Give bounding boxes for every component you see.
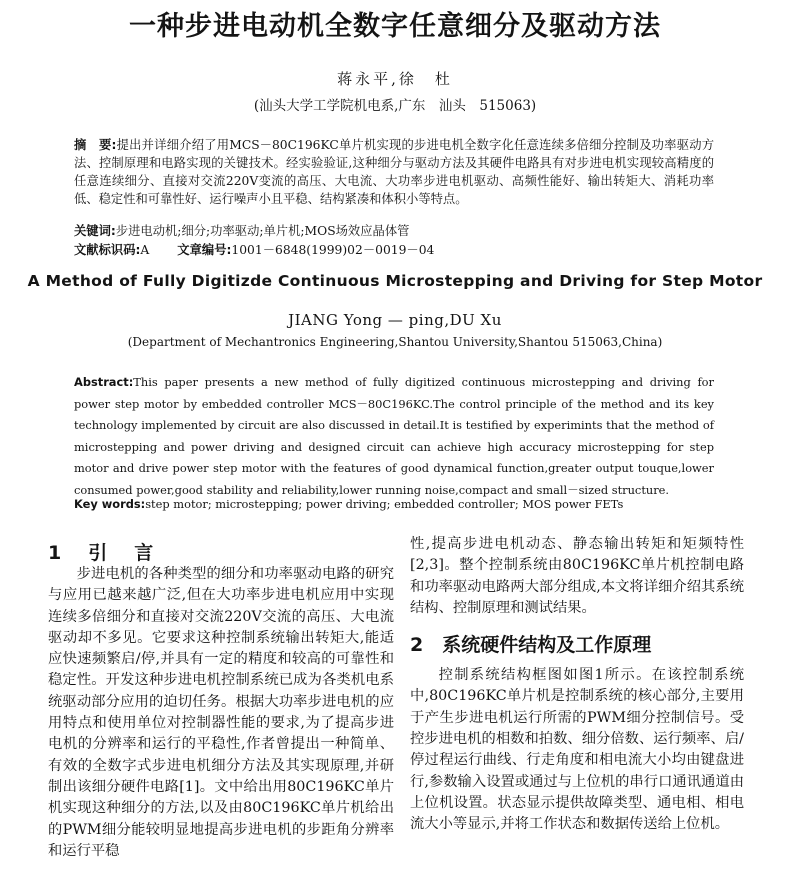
section-2-heading: 2 系统硬件结构及工作原理: [410, 634, 652, 656]
section-1-paragraph: 步进电机的各种类型的细分和功率驱动电路的研究与应用已越来越广泛,但在大功率步进电机应用中实现连续多倍细分和直接对交流220V交流的高压、大电流驱动却不多见。它要求这种控制系统输出转矩大,能适应快速频繁启/停,并具有一定的精度和较高的可靠性和稳定性。开发这种步进电机控制系统已成为各类机电系统驱动部分应用的迫切任务。根据大功率步进电机的应用特点和使用单位对控制器性能的要求,为了提高步进电机的分辨率和运行的平稳性,作者曾提出一种简单、有效的全数字式步进电机细分方法及其实现原理,并研制出该细分硬件电路[1]。文中给出用80C196KC单片机实现这种细分的方法,以及由80C196KC单片机给出的PWM细分能较明显地提高步进电机的步距角分辨率和运行平稳: [48, 566, 394, 859]
keywords-en: [74, 495, 714, 513]
paper-title-en: A Method of Fully Digitizde Continuous Microstepping and Driving for Step Motor: [27, 272, 763, 290]
authors-en: JIANG Yong — ping,DU Xu: [288, 311, 502, 329]
authors-cn: 蒋永平,徐 杜: [337, 70, 453, 88]
keywords-cn-label: 关键词:: [74, 224, 116, 238]
doc-code-value: A: [140, 243, 150, 257]
abstract-cn: [74, 136, 714, 208]
keywords-cn-text: 步进电动机;细分;功率驱动;单片机;MOS场效应晶体管: [115, 224, 410, 238]
abstract-cn-label: 摘 要:: [74, 138, 117, 152]
article-no-value: 1001－6848(1999)02－0019－04: [231, 243, 435, 257]
section-1-heading: 1 引 言: [48, 542, 158, 564]
right-column: [410, 534, 744, 836]
section-2-paragraph: 控制系统结构框图如图1所示。在该控制系统中,80C196KC单片机是控制系统的核心部分,主要用于产生步进电机运行所需的PWM细分控制信号。受控步进电机的相数和拍数、细分倍数、运行频率、启/停过程运行曲线、行走角度和相电流大小均由键盘进行,参数输入设置或通过与上位机的串行口通讯通道由上位机设置。状态显示提供故障类型、通电相、相电流大小等显示,并将工作状态和数据传送给上位机。: [410, 667, 744, 833]
keywords-cn: [74, 222, 714, 240]
left-column: [48, 564, 394, 862]
abstract-en-label: Abstract:: [74, 375, 134, 389]
abstract-en-text: This paper presents a new method of fully digitized continuous microstepping and driving for power step motor by embedded controller MCS－80C196KC.The control principle of the method and its key technology implemented by circuit are also discussed in detail.It is testified by experimints that the method of microstepping and power driving and designed circuit can achieve high accuracy microstepping for step motor and drive power step motor with the features of good dynamical function,greater output touque,lower consumed power,good stability and reliability,lower running noise,compact and small－sized structure.: [74, 375, 714, 497]
affiliation-en: (Department of Mechantronics Engineering,Shantou University,Shantou 515063,China): [127, 335, 663, 349]
doc-code-label: 文献标识码:: [74, 243, 141, 257]
abstract-cn-text: 提出并详细介绍了用MCS－80C196KC单片机实现的步进电机全数字化任意连续多倍细分控制及功率驱动方法、控制原理和电路实现的关键技术。经实验验证,这种细分与驱动方法及其硬件电路具有对步进电机实现较高精度的任意连续细分、直接对交流220V变流的高压、大电流、大功率步进电机驱动、高频性能好、输出转矩大、消耗功率低、稳定性和可靠性好、运行噪声小且平稳、结构紧凑和体积小等特点。: [74, 138, 715, 206]
keywords-en-label: Key words:: [74, 497, 146, 511]
article-no-label: 文章编号:: [177, 243, 232, 257]
keywords-en-text: step motor; microstepping; power driving; embedded controller; MOS power FETs: [145, 497, 624, 511]
affiliation-cn: (汕头大学工学院机电系,广东 汕头 515063): [253, 98, 537, 114]
section-1-continuation: 性,提高步进电机动态、静态输出转矩和矩频特性[2,3]。整个控制系统由80C196KC单片机控制电路和功率驱动电路两大部分组成,本文将详细介绍其系统结构、控制原理和测试结果。: [410, 536, 744, 616]
paper-title-cn: 一种步进电动机全数字任意细分及驱动方法: [129, 11, 661, 42]
article-meta-cn: [74, 241, 714, 259]
abstract-en: [74, 372, 714, 501]
